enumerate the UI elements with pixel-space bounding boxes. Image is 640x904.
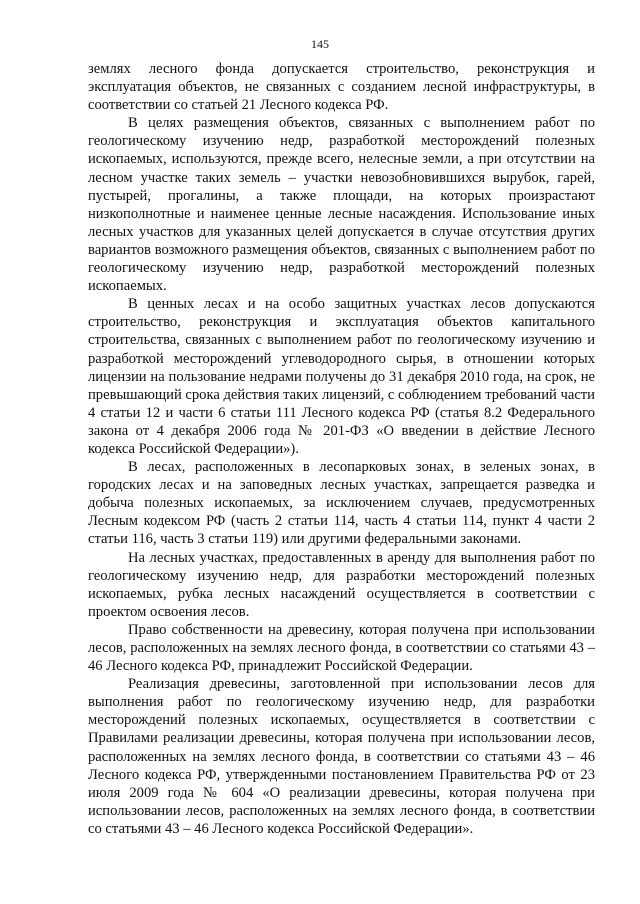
- paragraph-timber-sale: Реализация древесины, заготовленной при использовании лесов для выполнения работ по геологическому изучению недр, для разработки месторождений полезных ископаемых, осуществляется в соответствии с Правилами реализации древесины, которая получена при использовании лесов, расположенных на землях лесного фонда, в соответствии со статьями 43 – 46 Лесного кодекса РФ, утвержденными постановлением Правительства РФ от 23 июля 2009 года № 604 «О реализации древесины, которая получена при использовании лесов, расположенных на землях лесного фонда, в соответствии со статьями 43 – 46 Лесного кодекса Российской Федерации».: [88, 676, 595, 837]
- document-body: [88, 60, 595, 838]
- paragraph-valuable-forests: В ценных лесах и на особо защитных участках лесов допускаются строительство, реконструкция и эксплуатация объектов капитального строительства, связанных с выполнением работ по геологическому изучению и разработкой месторождений углеводородного сырья, в отношении которых лицензии на пользование недрами получены до 31 декабря 2010 года, на срок, не превышающий срока действия таких лицензий, с соблюдением требований части 4 статьи 12 и части 6 статьи 111 Лесного кодекса РФ (статья 8.2 Федерального закона от 4 декабря 2006 года № 201-ФЗ «О введении в действие Лесного кодекса Российской Федерации»).: [88, 296, 595, 457]
- paragraph-leased-plots: На лесных участках, предоставленных в аренду для выполнения работ по геологическому изучению недр, для разработки месторождений полезных ископаемых, рубка лесных насаждений осуществляется в соответствии с проектом освоения лесов.: [88, 549, 595, 620]
- paragraph-placement-of-objects: В целях размещения объектов, связанных с выполнением работ по геологическому изучению недр, разработкой месторождений полезных ископаемых, используются, прежде всего, нелесные земли, а при отсутствии на лесном участке таких земель – участки невозобновившихся вырубок, гарей, пустырей, прогалины, а также площади, на которых произрастают низкополнотные и наименее ценные лесные насаждения. Использование иных лесных участков для указанных целей допускается в случае отсутствия других вариантов возможного размещения объектов, связанных с выполнением работ по геологическому изучению недр, разработкой месторождений полезных ископаемых.: [88, 115, 595, 295]
- paragraph-timber-ownership: Право собственности на древесину, которая получена при использовании лесов, расположенных на землях лесного фонда, в соответствии со статьями 43 – 46 Лесного кодекса РФ, принадлежит Российской Федерации.: [88, 621, 595, 675]
- page-number: 145: [311, 37, 329, 51]
- paragraph-continuation: землях лесного фонда допускается строительство, реконструкция и эксплуатация объектов, не связанных с созданием лесной инфраструктуры, в соответствии со статьей 21 Лесного кодекса РФ.: [88, 61, 595, 114]
- paragraph-forest-park-zones: В лесах, расположенных в лесопарковых зонах, в зеленых зонах, в городских лесах и на заповедных лесных участках, запрещается разведка и добыча полезных ископаемых, за исключением случаев, предусмотренных Лесным кодексом РФ (часть 2 статьи 114, часть 4 статьи 114, пункт 4 части 2 статьи 116, часть 3 статьи 119) или другими федеральными законами.: [88, 459, 595, 548]
